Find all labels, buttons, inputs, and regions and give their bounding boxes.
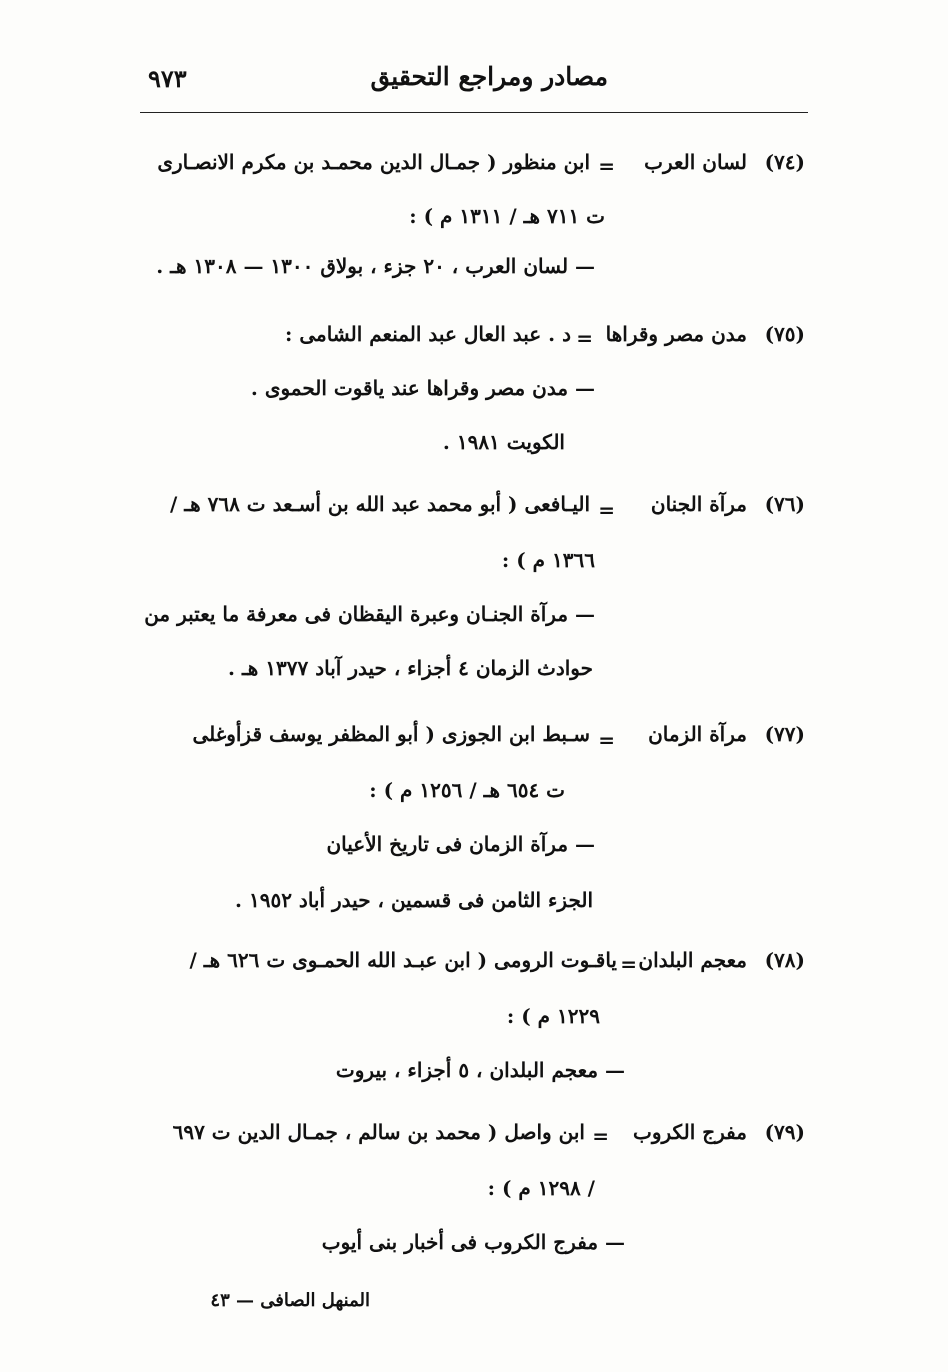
entry-heading: مفرج الكروب <box>633 1120 747 1144</box>
equals-sign: = <box>576 326 593 350</box>
entry-work-continued: حوادث الزمان ٤ أجزاء ، حيدر آباد ١٣٧٧ هـ . <box>228 656 593 680</box>
entry-number: (٧٥) <box>764 322 805 346</box>
entry-author: ابن منظور ( جمـال الدين محمـد بن مكرم الانصـارى <box>157 150 590 174</box>
running-title: مصادر ومراجع التحقيق <box>370 62 608 91</box>
entry-work-continued: الكويت ١٩٨١ . <box>442 430 565 454</box>
equals-sign: = <box>598 728 615 752</box>
bibliography-entry <box>150 722 805 922</box>
equals-sign: = <box>592 1124 609 1148</box>
entry-author-continued: ١٢٢٩ م ) : <box>506 1004 600 1028</box>
entry-number: (٧٦) <box>764 492 805 516</box>
entry-work: — مرآة الزمان فى تاريخ الأعيان <box>326 832 595 856</box>
entry-author-continued: ١٣٦٦ م ) : <box>501 548 595 572</box>
entry-number: (٧٨) <box>764 948 805 972</box>
bibliography-entry <box>150 948 805 1098</box>
entry-heading: مرآة الجنان <box>650 492 747 516</box>
entry-work: — مفرج الكروب فى أخبار بنى أيوب <box>321 1230 625 1254</box>
entry-number: (٧٧) <box>764 722 805 746</box>
entry-heading: معجم البلدان <box>638 948 747 972</box>
equals-sign: = <box>598 154 615 178</box>
entry-work: — مرآة الجنـان وعبرة اليقظان فى معرفة ما يعتبر من <box>144 602 595 626</box>
bibliography-entry <box>150 322 805 462</box>
entry-author-continued: ت ٧١١ هـ / ١٣١١ م ) : <box>409 204 605 228</box>
bibliography-entry <box>150 150 805 290</box>
equals-sign: = <box>620 952 637 976</box>
entry-author: سـبط ابن الجوزى ( أبو المظفر يوسف قزأوغلى <box>192 722 590 746</box>
bibliography-entry <box>144 492 805 692</box>
entry-heading: مدن مصر وقراها <box>605 322 747 346</box>
entry-work: — لسان العرب ، ٢٠ جزء ، بولاق ١٣٠٠ — ١٣٠٨ هـ . <box>156 254 595 278</box>
entry-number: (٧٩) <box>764 1120 805 1144</box>
running-header <box>140 62 808 102</box>
page-number: ٩٧٣ <box>148 64 187 93</box>
entry-heading: مرآة الزمان <box>648 722 747 746</box>
equals-sign: = <box>598 498 615 522</box>
entry-author: ياقـوت الرومى ( ابن عبـد الله الحمـوى ت ٦٢٦ هـ / <box>189 948 617 972</box>
bibliography-entry <box>150 1120 805 1260</box>
entry-author-continued: ت ٦٥٤ هـ / ١٢٥٦ م ) : <box>369 778 565 802</box>
entry-heading: لسان العرب <box>644 150 747 174</box>
entry-work: — مدن مصر وقراها عند ياقوت الحموى . <box>250 376 595 400</box>
entry-number: (٧٤) <box>764 150 805 174</box>
entry-author: ابن واصل ( محمد بن سالم ، جمـال الدين ت ٦٩٧ <box>172 1120 585 1144</box>
entry-author-continued: / ١٢٩٨ م ) : <box>487 1176 595 1200</box>
header-rule <box>140 112 808 113</box>
entry-work-continued: الجزء الثامن فى قسمين ، حيدر أباد ١٩٥٢ . <box>235 888 593 912</box>
entry-author: د . عبد العال عبد المنعم الشامى : <box>284 322 571 346</box>
footer-signature: المنهل الصافى — ٤٣ <box>210 1290 370 1311</box>
entry-author: اليـافعى ( أبو محمد عبد الله بن أسـعد ت ٧٦٨ هـ / <box>169 492 590 516</box>
entry-work: — معجم البلدان ، ٥ أجزاء ، بيروت <box>335 1058 625 1082</box>
